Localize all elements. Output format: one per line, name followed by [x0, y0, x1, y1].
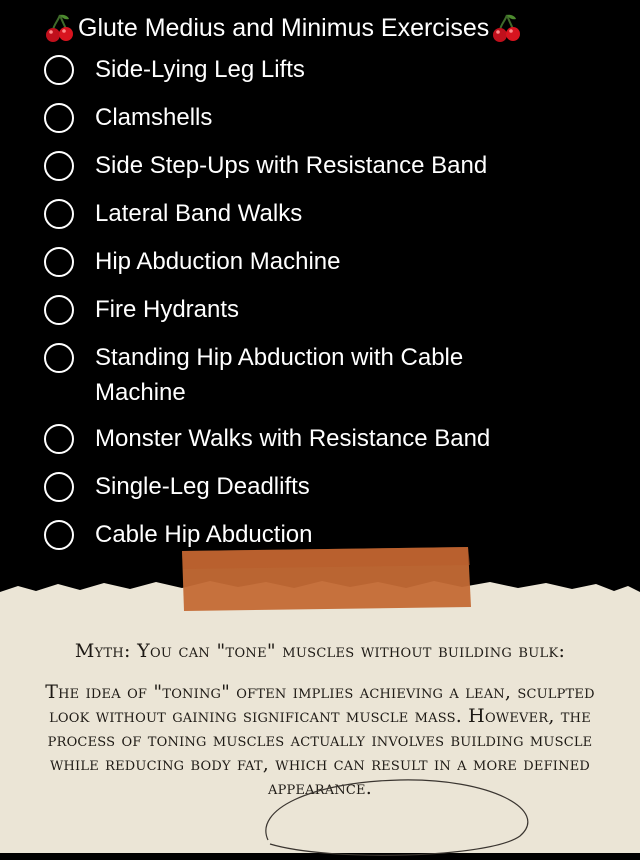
checklist-item-label: Standing Hip Abduction with Cable Machine: [95, 344, 464, 406]
checkbox-circle[interactable]: [44, 199, 74, 229]
exercise-checklist: [44, 52, 604, 552]
checkbox-circle[interactable]: [44, 424, 74, 454]
cherry-icon: [491, 12, 523, 44]
checklist-item-label: Hip Abduction Machine: [95, 248, 341, 275]
checklist-item[interactable]: [44, 148, 604, 183]
checklist-item-label: Monster Walks with Resistance Band: [95, 425, 491, 452]
checkbox-circle[interactable]: [44, 55, 74, 85]
checklist-item[interactable]: [44, 469, 604, 504]
myth-body: The idea of "toning" often implies achieving a lean, sculpted look without gaining significant muscle mass. However, the process of toning muscles actually involves building muscle while reducing body fat, which can result in a more defined appearance.: [45, 681, 595, 799]
checkbox-circle[interactable]: [44, 247, 74, 277]
checkbox-circle[interactable]: [44, 520, 74, 550]
checklist-item-label: Clamshells: [95, 104, 213, 131]
checklist-item-label: Side Step-Ups with Resistance Band: [95, 152, 488, 179]
checkbox-circle[interactable]: [44, 103, 74, 133]
checklist-item[interactable]: [44, 100, 604, 135]
circle-scribble: [250, 770, 550, 860]
checklist-item[interactable]: [44, 196, 604, 231]
checkbox-circle[interactable]: [44, 472, 74, 502]
checklist-item-label: Fire Hydrants: [95, 296, 240, 323]
checklist-item[interactable]: [44, 340, 604, 410]
checklist-item-label: Lateral Band Walks: [95, 200, 303, 227]
checklist-item[interactable]: [44, 292, 604, 327]
title-text: Glute Medius and Minimus Exercises: [78, 13, 490, 42]
checklist-item[interactable]: [44, 244, 604, 279]
tape-strip: [178, 545, 473, 613]
checkbox-circle[interactable]: [44, 343, 74, 373]
cherry-icon: [44, 12, 76, 44]
checklist-item-label: Single-Leg Deadlifts: [95, 473, 310, 500]
checklist-item[interactable]: [44, 52, 604, 87]
checkbox-circle[interactable]: [44, 151, 74, 181]
checklist-item-label: Cable Hip Abduction: [95, 521, 313, 548]
page-title: [44, 12, 523, 44]
checkbox-circle[interactable]: [44, 295, 74, 325]
checklist-item-label: Side-Lying Leg Lifts: [95, 56, 305, 83]
checklist-item[interactable]: [44, 421, 604, 456]
myth-heading: Myth: You can "tone" muscles without building bulk:: [74, 640, 566, 662]
